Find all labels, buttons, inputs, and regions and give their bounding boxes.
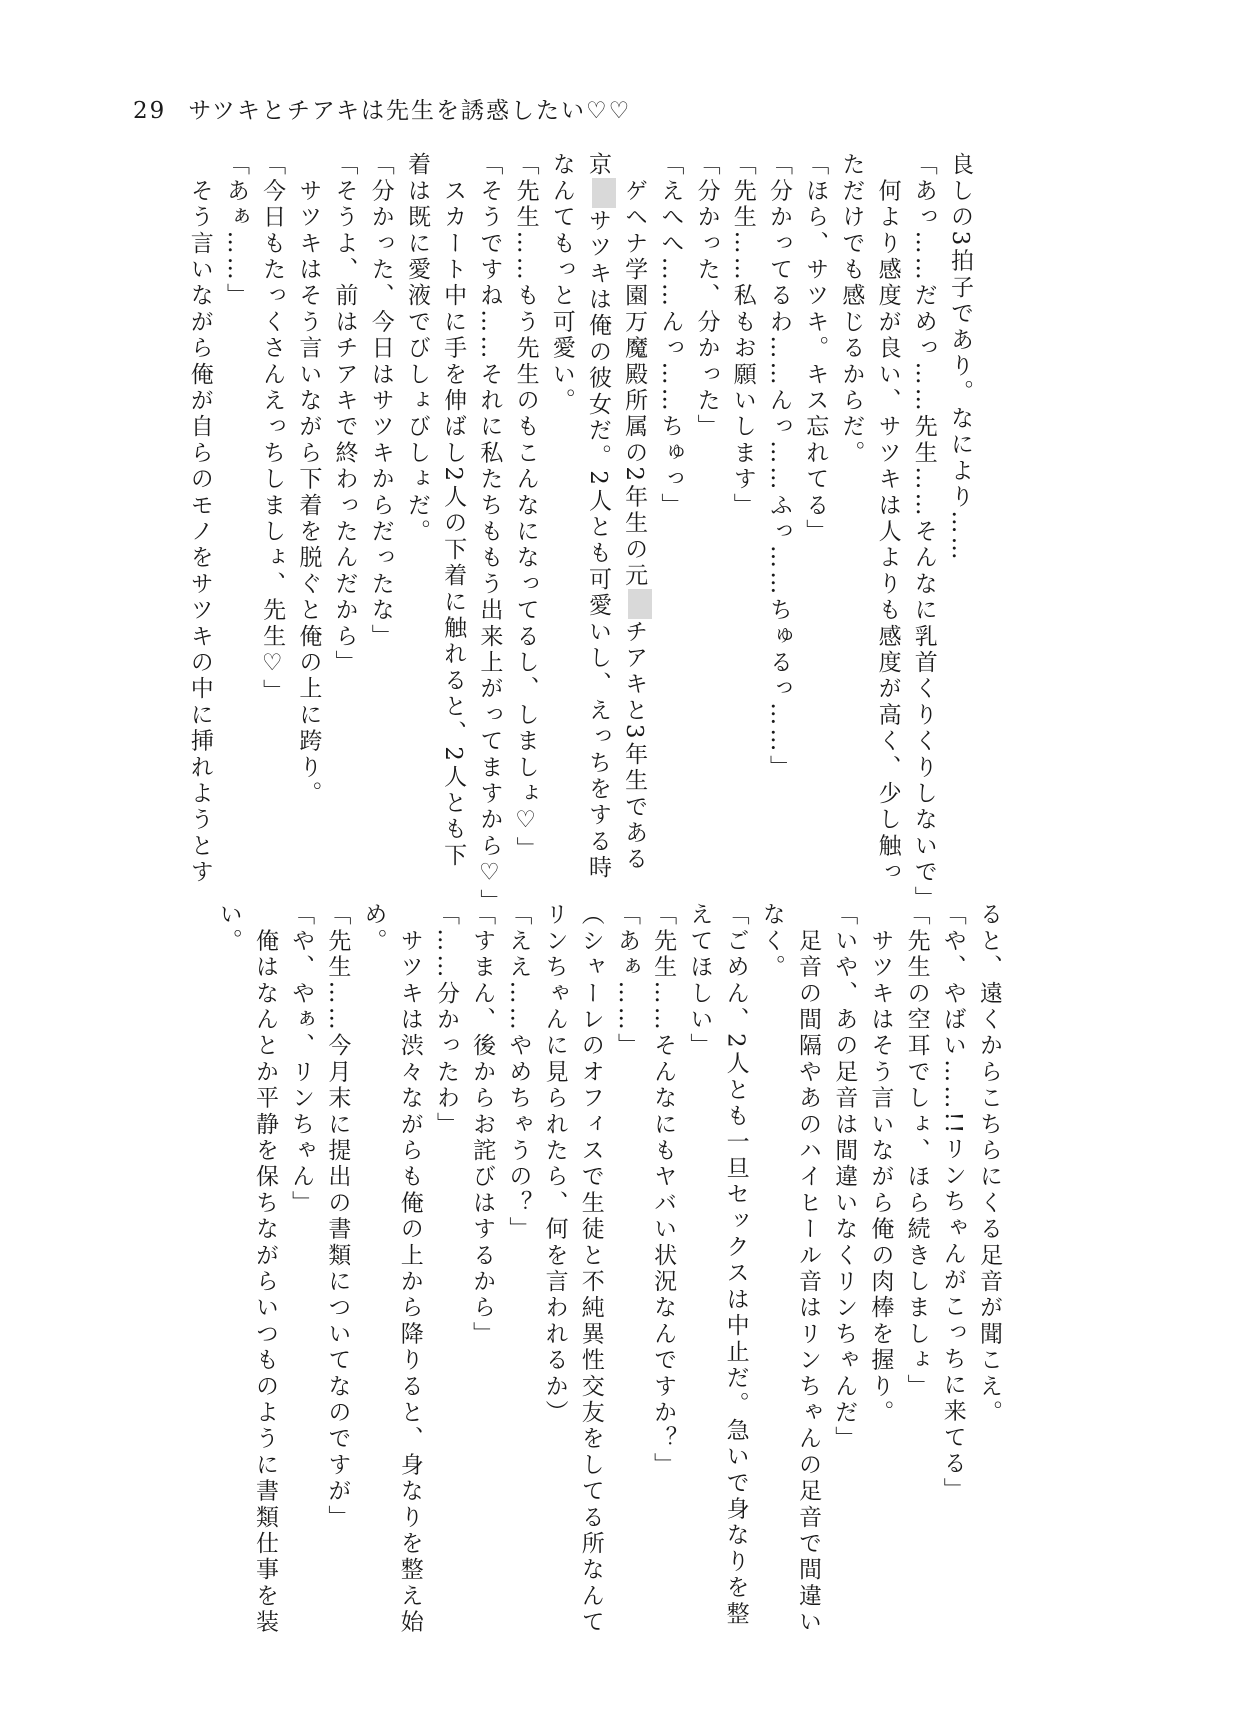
text-line: 「そうですね……それに私たちももう出来上がってますから♡」 [476,152,503,915]
text-line: 俺はなんとか平静を保ちながらいつものように書類仕事を装 [251,902,278,1636]
upper-text-block [182,152,978,915]
text-line: 「あぁ……」 [613,902,640,1060]
text-line: 「すまん、後からお詫びはするから」 [469,902,496,1348]
text-line: 足音の間隔やあのハイヒール音はリンちゃんの足音で間違い [794,902,821,1636]
chapter-title: サツキとチアキは先生を誘惑したい♡♡ [188,98,632,124]
lower-text-block [211,902,1007,1636]
text-line: 「そうよ、前はチアキで終わったんだから」 [331,152,358,676]
text-line: 「先生の空耳でしょ、ほら続きしましょ」 [903,902,930,1400]
text-line: （シャーレのオフィスで生徒と不純異性交友をしてる所なんて [577,902,604,1636]
text-line: 「先生……そんなにもヤバい状況なんですか？」 [650,902,677,1479]
text-line: スカート中に手を伸ばし2人の下着に触れると、2人とも下 [440,152,467,869]
text-line: ただけでも感じるからだ。 [838,152,865,467]
text-line: リンちゃんに見られたら、何を言われるか） [541,902,568,1426]
text-line: 「あっ……だめっ……先生……そんなに乳首くりくりしないで」 [910,152,937,912]
text-line: 「分かってるわ……んっ……ふっ……ちゅるっ……」 [765,152,792,781]
text-line: 何より感度が良い、サツキは人よりも感度が高く、少し触っ [874,152,901,886]
text-line: そう言いながら俺が自らのモノをサツキの中に挿れようとす [186,152,213,886]
redaction-box [592,178,616,208]
page-number: 29 [133,98,167,124]
text-line: 「先生……私もお願いします」 [729,152,756,519]
text-line: い。 [215,902,242,955]
redaction-box [628,589,652,619]
text-line: 「あぁ……」 [222,152,249,310]
text-line: め。 [360,902,387,955]
text-line: サツキは渋々ながらも俺の上から降りると、身なりを整え始 [396,902,423,1636]
text-line: えてほしい」 [686,902,713,1060]
text-line: 「今日もたっくさんえっちしましょ、先生♡」 [259,152,286,706]
text-line: 「や、やばい……!!リンちゃんがこっちに来てる」 [939,902,966,1504]
text-line: 「いや、あの足音は間違いなくリンちゃんだ」 [831,902,858,1453]
text-line: 「先生……もう先生のもこんなになってるし、しましょ♡」 [512,152,539,863]
text-line: 「分かった、分かった」 [693,152,720,441]
text-line: なんてもっと可愛い。 [548,152,575,414]
text-line: 京サツキは俺の彼女だ。2人とも可愛いし、えっちをする時 [580,152,616,792]
text-line: 「先生……今月末に提出の書類についてなのですが」 [324,902,351,1531]
text-line: 「……分かったわ」 [432,902,459,1138]
text-line: 良しの3拍子であり。なにより…… [947,152,973,563]
text-line: 「ええ……やめちゃうの？」 [505,902,532,1243]
text-line: 「や、やぁ、リンちゃん」 [288,902,315,1217]
text-line: 「ごめん、2人とも一旦セックスは中止だ。急いで身なりを整 [722,902,749,1628]
text-line: ると、遠くからこちらにくる足音が聞こえ。 [976,902,1002,1426]
text-line: 着は既に愛液でびしょびしょだ。 [403,152,430,545]
text-line: なく。 [758,902,785,981]
text-line: サツキはそう言いながら俺の肉棒を握り。 [867,902,894,1426]
page-header [133,92,631,125]
text-line: 「えへへ……んっ……ちゅっ」 [657,152,684,519]
text-line: 「分かった、今日はサツキからだったな」 [367,152,394,650]
text-line: 「ほら、サツキ。キス忘れてる」 [802,152,829,545]
text-line: サツキはそう言いながら下着を脱ぐと俺の上に跨り。 [295,152,322,807]
text-line: ゲヘナ学園万魔殿所属の2年生の元チアキと3年生である [616,152,652,792]
